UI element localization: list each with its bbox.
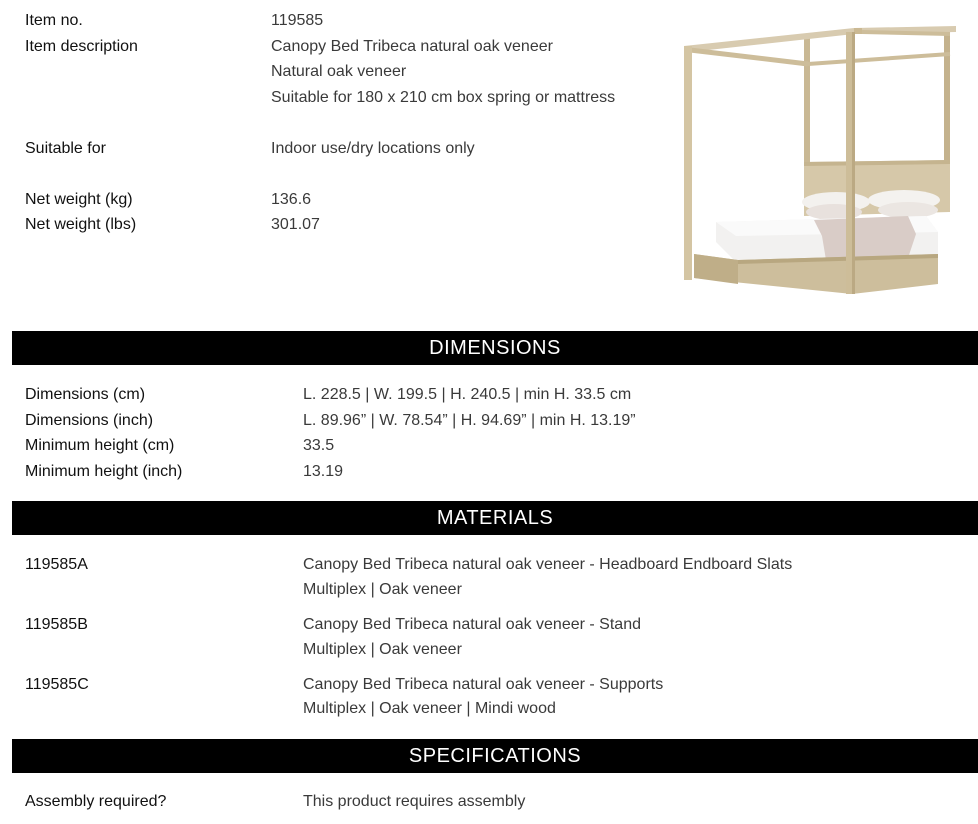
item-no-label: Item no. — [25, 12, 83, 29]
dimensions-heading: DIMENSIONS — [12, 331, 978, 365]
item-description-line: Natural oak veneer — [271, 63, 407, 80]
material-part-name: Canopy Bed Tribeca natural oak veneer - Headboard Endboard Slats — [303, 556, 793, 573]
min-height-cm-value: 33.5 — [303, 437, 335, 454]
dimensions-inch-label: Dimensions (inch) — [25, 412, 154, 429]
material-part-name: Canopy Bed Tribeca natural oak veneer - Stand — [303, 616, 641, 633]
suitable-for-value: Indoor use/dry locations only — [271, 140, 475, 157]
net-weight-kg-label: Net weight (kg) — [25, 191, 133, 208]
canopy-bed-photo — [676, 22, 968, 300]
material-code: 119585C — [25, 676, 89, 693]
assembly-required-value: This product requires assembly — [303, 793, 526, 810]
min-height-cm-label: Minimum height (cm) — [25, 437, 175, 454]
suitable-for-label: Suitable for — [25, 140, 106, 157]
material-composition: Multiplex | Oak veneer | Mindi wood — [303, 700, 556, 717]
material-composition: Multiplex | Oak veneer — [303, 581, 462, 598]
item-description-line: Suitable for 180 x 210 cm box spring or mattress — [271, 89, 616, 106]
item-description-label: Item description — [25, 38, 138, 55]
dimensions-inch-value: L. 89.96” | W. 78.54” | H. 94.69” | min H. 13.19” — [303, 412, 636, 429]
assembly-required-label: Assembly required? — [25, 793, 167, 810]
material-part-name: Canopy Bed Tribeca natural oak veneer - Supports — [303, 676, 664, 693]
item-no-value: 119585 — [271, 12, 324, 29]
dimensions-cm-label: Dimensions (cm) — [25, 386, 146, 403]
dimensions-cm-value: L. 228.5 | W. 199.5 | H. 240.5 | min H. 33.5 cm — [303, 386, 632, 403]
materials-heading: MATERIALS — [12, 501, 978, 535]
net-weight-lbs-label: Net weight (lbs) — [25, 216, 137, 233]
material-code: 119585A — [25, 556, 88, 573]
net-weight-lbs-value: 301.07 — [271, 216, 320, 233]
specifications-heading: SPECIFICATIONS — [12, 739, 978, 773]
min-height-inch-label: Minimum height (inch) — [25, 463, 183, 480]
net-weight-kg-value: 136.6 — [271, 191, 312, 208]
min-height-inch-value: 13.19 — [303, 463, 344, 480]
material-code: 119585B — [25, 616, 88, 633]
item-description-line: Canopy Bed Tribeca natural oak veneer — [271, 38, 553, 55]
material-composition: Multiplex | Oak veneer — [303, 641, 462, 658]
